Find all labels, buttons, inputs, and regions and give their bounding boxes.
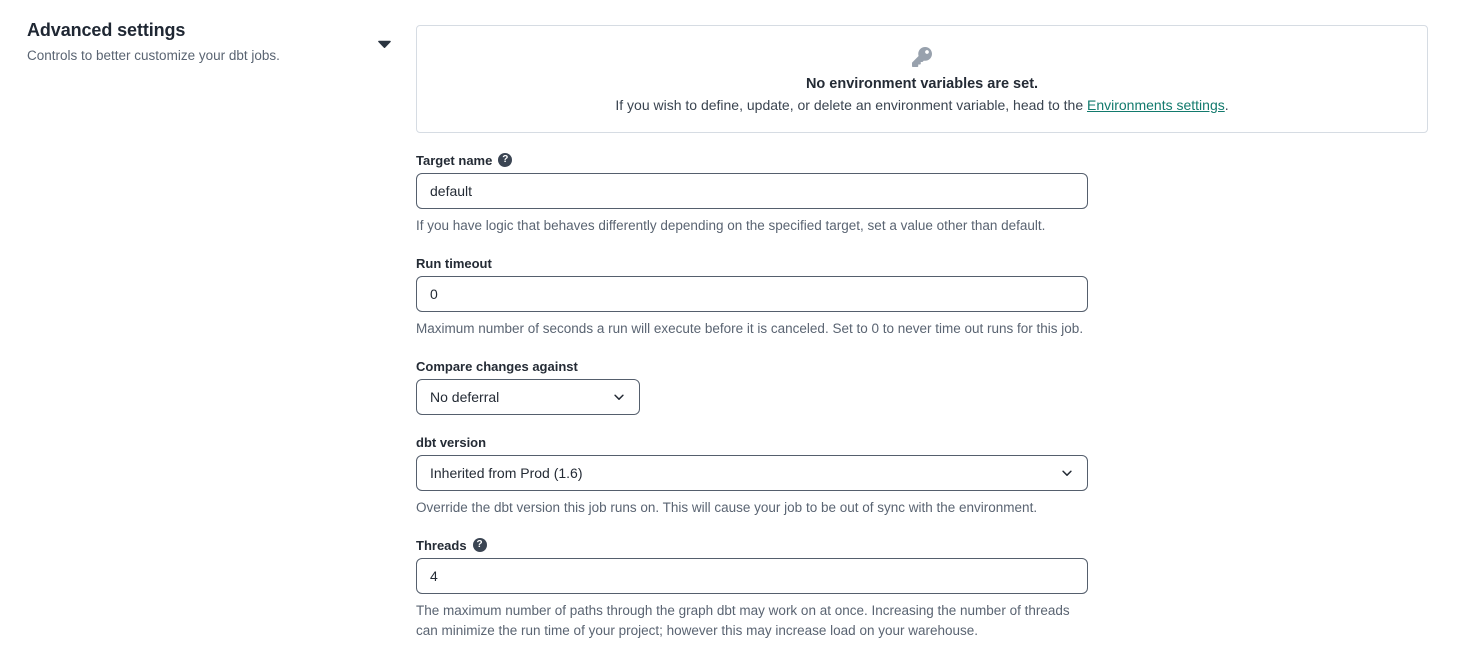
collapse-caret-icon[interactable] [377, 40, 392, 49]
target-name-help-icon[interactable]: ? [498, 153, 512, 167]
chevron-down-icon [612, 390, 626, 404]
env-vars-title: No environment variables are set. [805, 76, 1039, 92]
threads-help-icon[interactable]: ? [473, 538, 487, 552]
threads-label: Threads [416, 537, 467, 553]
target-name-helper: If you have logic that behaves differently depending on the specified target, set a value other than default. [416, 218, 1046, 233]
run-timeout-helper: Maximum number of seconds a run will execute before it is canceled. Set to 0 to never time out runs for this job. [416, 321, 1084, 336]
env-vars-message-suffix: . [1224, 97, 1229, 113]
field-target-name [416, 152, 1088, 236]
field-dbt-version [416, 434, 1088, 518]
target-name-input[interactable] [416, 173, 1088, 209]
run-timeout-input[interactable] [416, 276, 1088, 312]
compare-changes-value: No deferral [430, 389, 500, 405]
threads-input[interactable] [416, 558, 1088, 594]
run-timeout-label: Run timeout [416, 255, 492, 271]
env-vars-panel [416, 25, 1428, 133]
env-vars-message [615, 97, 1228, 113]
dbt-version-helper: Override the dbt version this job runs on. This will cause your job to be out of sync with the environment. [416, 500, 1038, 515]
compare-changes-select[interactable] [416, 379, 640, 415]
advanced-settings-header [27, 20, 367, 63]
field-compare-changes [416, 358, 1088, 415]
dbt-version-value: Inherited from Prod (1.6) [430, 465, 583, 481]
page-subtitle: Controls to better customize your dbt jobs. [27, 48, 280, 63]
compare-changes-label: Compare changes against [416, 358, 578, 374]
advanced-settings-content [416, 25, 1428, 660]
key-icon [912, 47, 932, 67]
dbt-version-label: dbt version [416, 434, 487, 450]
page-title: Advanced settings [27, 20, 186, 40]
chevron-down-icon [1060, 466, 1074, 480]
env-vars-message-prefix: If you wish to define, update, or delete an environment variable, head to the [615, 97, 1087, 113]
field-run-timeout [416, 255, 1088, 339]
threads-helper: The maximum number of paths through the graph dbt may work on at once. Increasing the number of threads can minimize the run time of your project; however this may increase load on your warehouse. [416, 603, 1070, 638]
environments-settings-link[interactable]: Environments settings [1087, 97, 1225, 113]
target-name-label: Target name [416, 152, 493, 168]
field-threads [416, 537, 1088, 641]
advanced-settings-form [416, 152, 1088, 641]
dbt-version-select[interactable] [416, 455, 1088, 491]
